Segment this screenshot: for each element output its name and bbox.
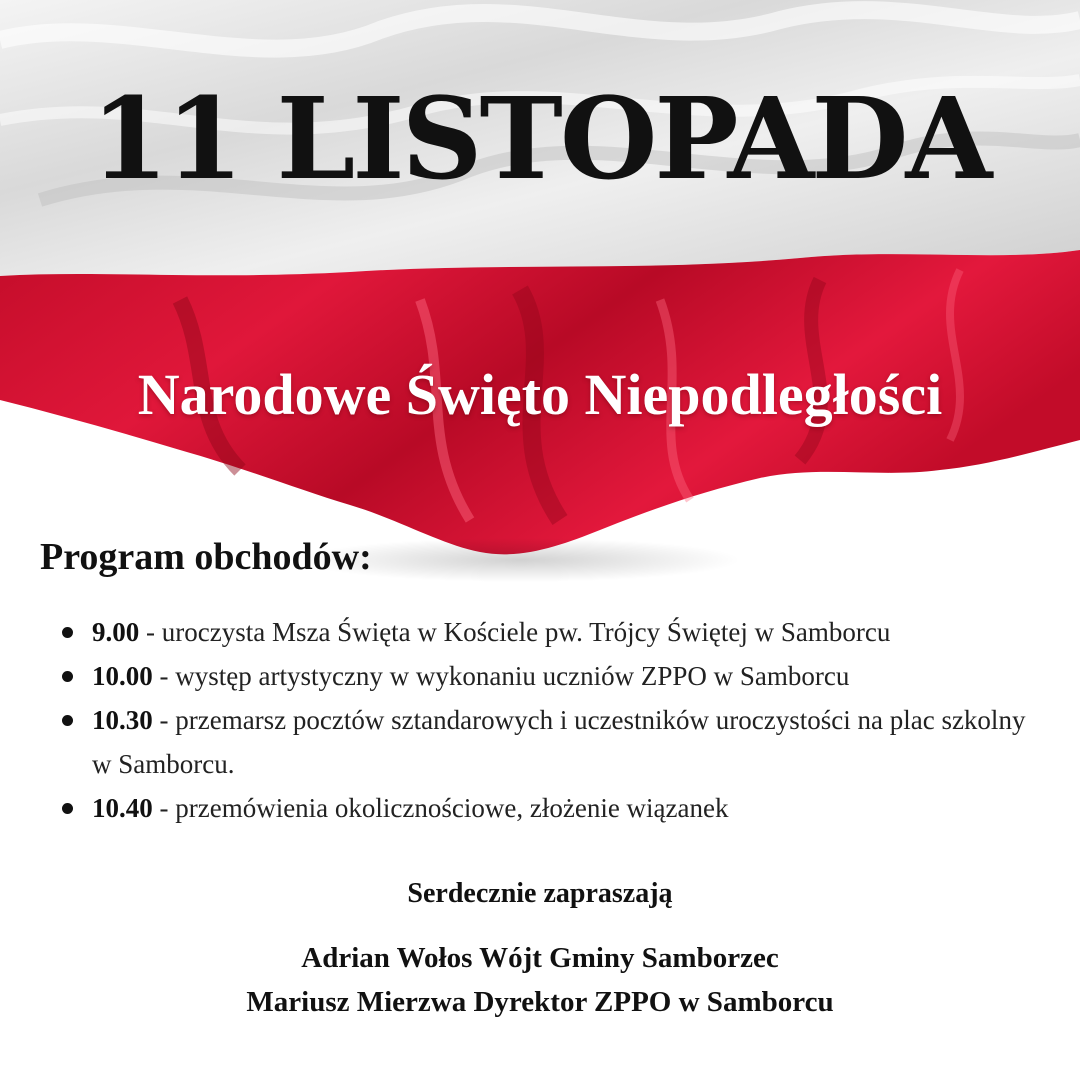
program-item-text: - uroczysta Msza Święta w Kościele pw. Trójcy Świętej w Samborcu	[139, 617, 891, 647]
program-item-time: 10.30	[92, 705, 153, 735]
holiday-subtitle: Narodowe Święto Niepodległości	[137, 362, 943, 427]
program-item	[58, 654, 1048, 698]
program-item-time: 9.00	[92, 617, 140, 647]
host-line: Mariusz Mierzwa Dyrektor ZPPO w Samborcu	[246, 986, 834, 1018]
program-item-text: - występ artystyczny w wykonaniu uczniów ZPPO w Samborcu	[152, 661, 850, 691]
hosts-block	[0, 936, 1080, 1024]
program-item-text: - przemarsz pocztów sztandarowych i uczestników uroczystości na plac szkolny w Samborcu.	[92, 705, 1026, 779]
program-item-time: 10.00	[92, 661, 153, 691]
program-item	[58, 698, 1048, 786]
program-item-text: - przemówienia okolicznościowe, złożenie wiązanek	[152, 793, 729, 823]
program-item-time: 10.40	[92, 793, 153, 823]
program-list	[58, 610, 1048, 830]
invitation-text: Serdecznie zapraszają	[407, 878, 673, 909]
program-item	[58, 786, 1048, 830]
headline-date: 11 LISTOPADA	[90, 74, 990, 205]
program-heading: Program obchodów:	[40, 536, 372, 578]
program-item	[58, 610, 1048, 654]
host-line: Adrian Wołos Wójt Gminy Samborzec	[301, 942, 779, 974]
